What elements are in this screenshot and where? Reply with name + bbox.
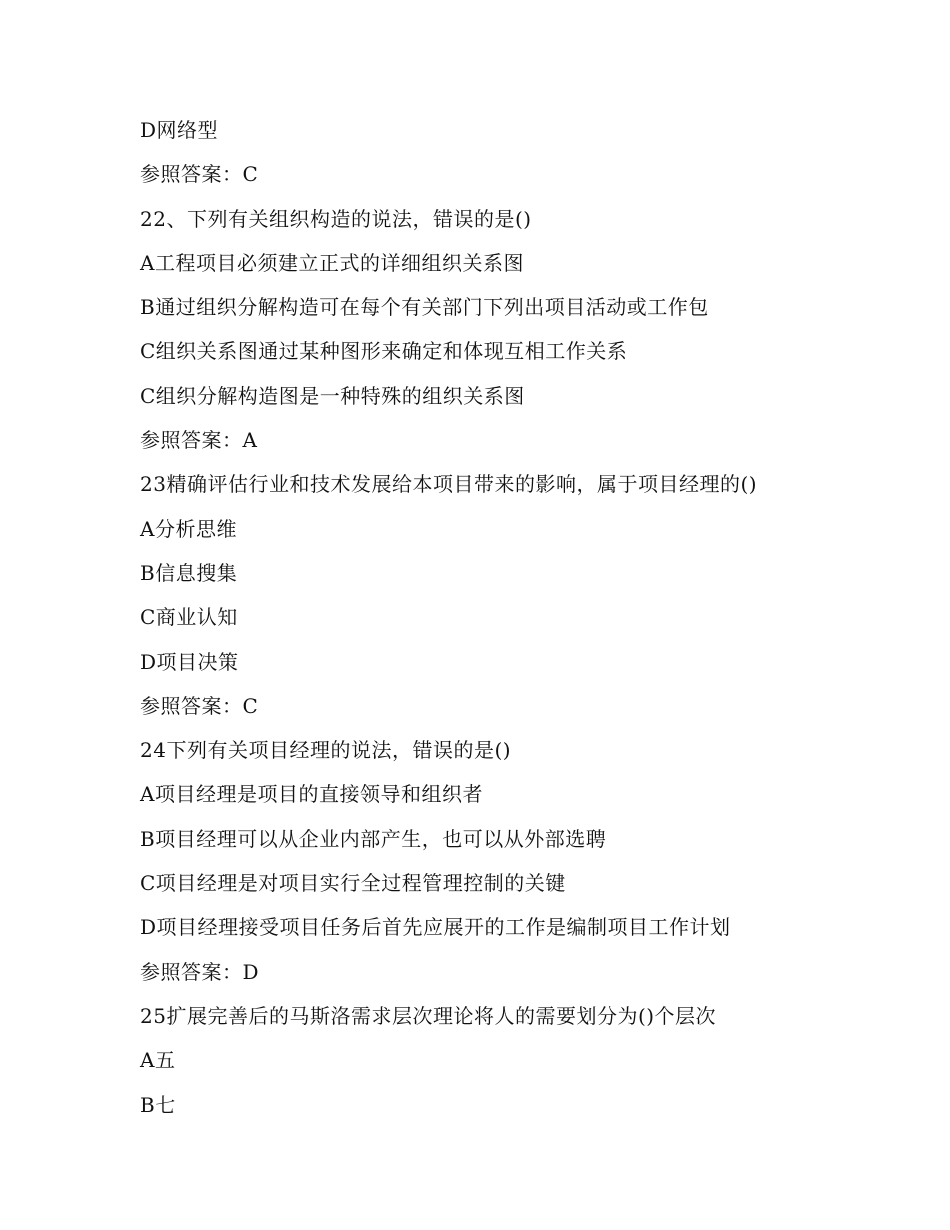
option-c: C组织分解构造图是一种特殊的组织关系图 <box>140 383 525 408</box>
option-b: B项目经理可以从企业内部产生，也可以从外部选聘 <box>140 826 607 851</box>
reference-answer: 参照答案：C <box>140 693 259 718</box>
option-d: D项目经理接受项目任务后首先应展开的工作是编制项目工作计划 <box>140 915 731 940</box>
option-d: D项目决策 <box>140 649 239 674</box>
option-a: A项目经理是项目的直接领导和组织者 <box>140 782 483 807</box>
option-d-network: D网络型 <box>140 118 219 142</box>
question-25: 25扩展完善后的马斯洛需求层次理论将人的需要划分为()个层次 <box>140 1003 717 1028</box>
option-b: B通过组织分解构造可在每个有关部门下列出项目活动或工作包 <box>140 295 709 320</box>
option-a: A五 <box>140 1048 176 1073</box>
option-c: C组织关系图通过某种图形来确定和体现互相工作关系 <box>140 339 628 364</box>
option-b: B七 <box>140 1092 176 1117</box>
question-24: 24下列有关项目经理的说法，错误的是() <box>140 738 512 763</box>
question-22: 22、下列有关组织构造的说法，错误的是() <box>140 206 532 231</box>
document-body <box>140 108 900 1127</box>
option-a: A工程项目必须建立正式的详细组织关系图 <box>140 250 524 275</box>
option-c: C商业认知 <box>140 605 238 630</box>
question-23: 23精确评估行业和技术发展给本项目带来的影响，属于项目经理的() <box>140 472 758 497</box>
reference-answer: 参照答案：C <box>140 162 259 187</box>
reference-answer: 参照答案：A <box>140 428 258 453</box>
option-b: B信息搜集 <box>140 560 238 585</box>
option-a: A分析思维 <box>140 516 237 541</box>
reference-answer: 参照答案：D <box>140 959 260 984</box>
option-c: C项目经理是对项目实行全过程管理控制的关键 <box>140 871 566 896</box>
